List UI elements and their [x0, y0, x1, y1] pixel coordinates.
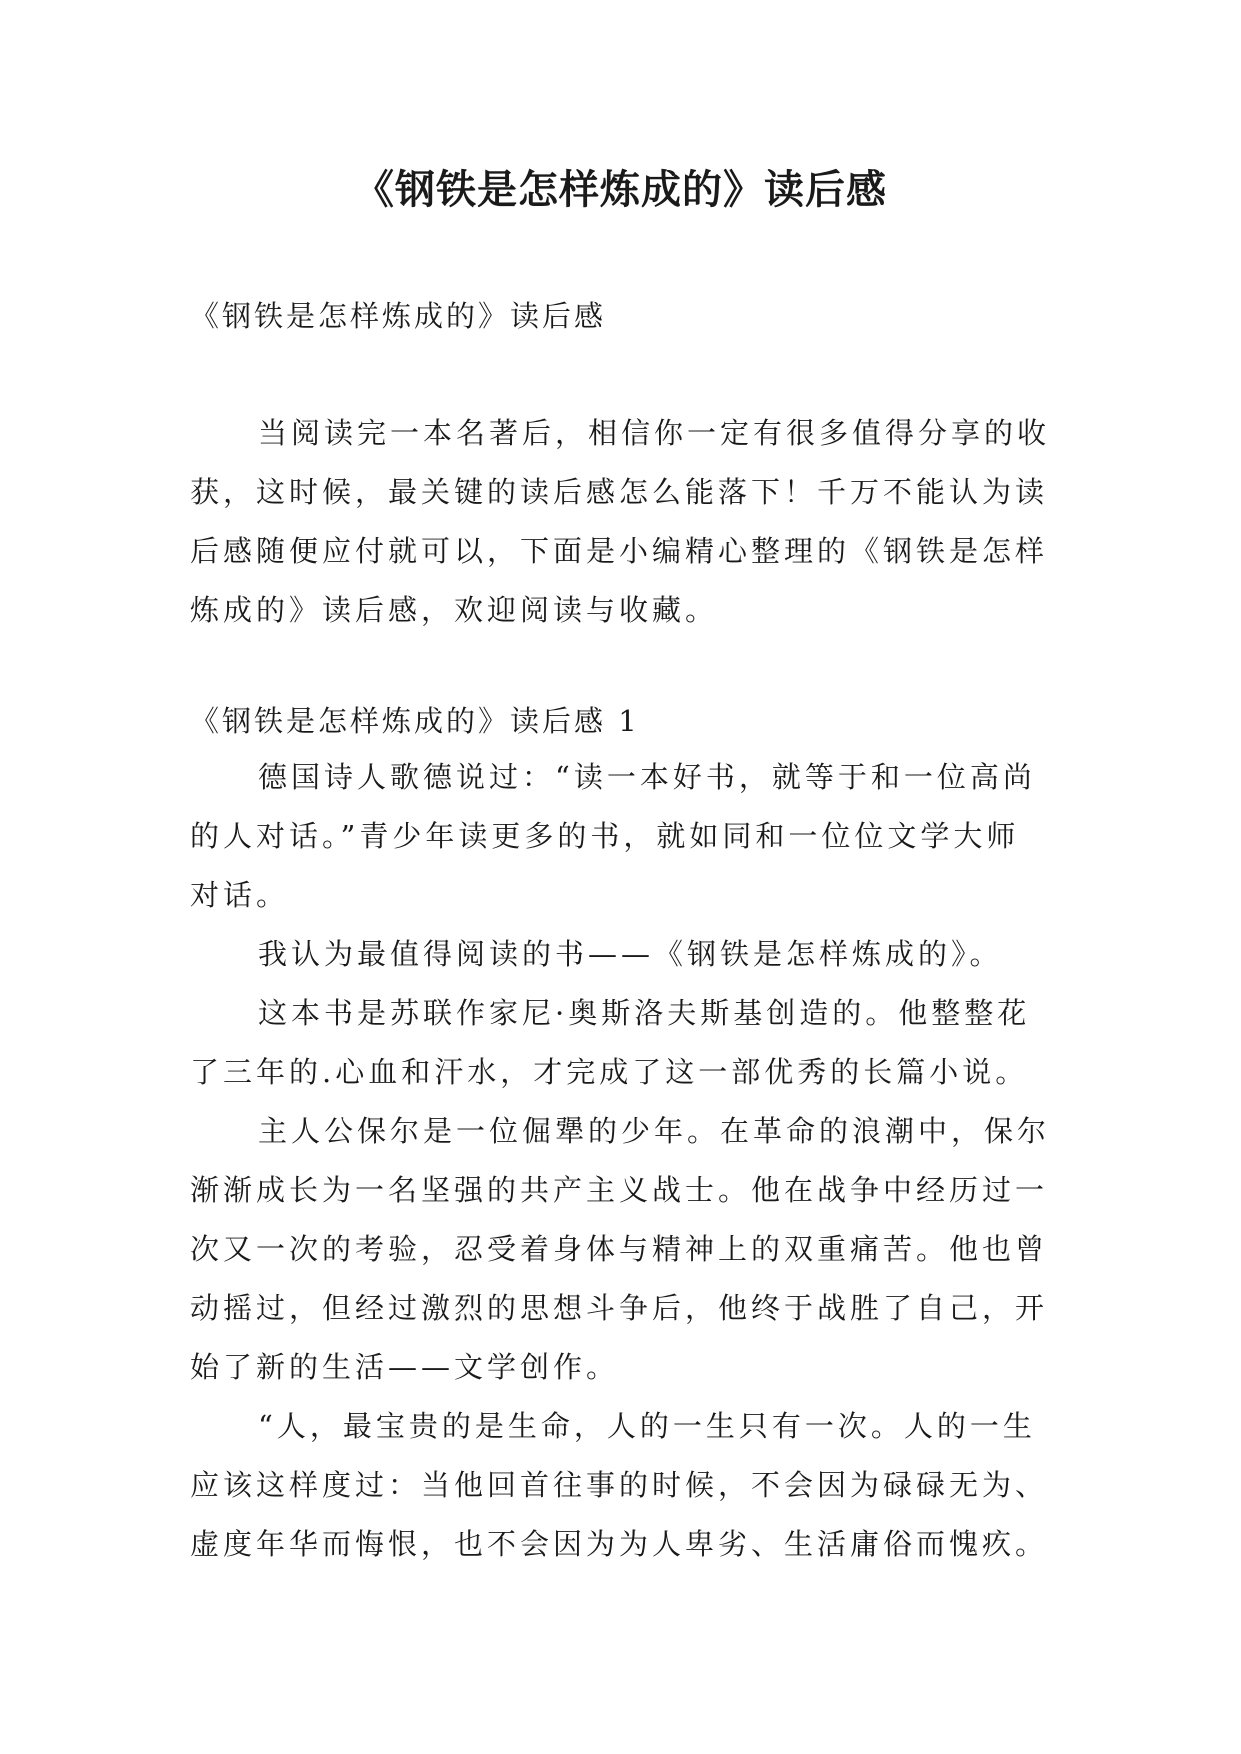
article-paragraph: 主人公保尔是一位倔犟的少年。在革命的浪潮中，保尔渐渐成长为一名坚强的共产主义战士。他在战争中经历过一次又一次的考验，忍受着身体与精神上的双重痛苦。他也曾动摇过，但经过激烈的思想斗争后，他终于战胜了自己，开始了新的生活——文学创作。: [190, 1114, 1051, 1384]
document-subtitle: 《钢铁是怎样炼成的》读后感: [190, 299, 607, 333]
article-paragraph: 德国诗人歌德说过：“读一本好书，就等于和一位高尚的人对话。”青少年读更多的书，就如同和一位位文学大师对话。: [190, 760, 1036, 912]
article-body: [190, 748, 1050, 1574]
article-paragraph: 这本书是苏联作家尼·奥斯洛夫斯基创造的。他整整花了三年的.心血和汗水，才完成了这一部优秀的长篇小说。: [190, 996, 1031, 1089]
article-paragraph: 我认为最值得阅读的书——《钢铁是怎样炼成的》。: [258, 937, 1003, 971]
section-heading: 《钢铁是怎样炼成的》读后感 1: [190, 704, 640, 738]
intro-paragraph: 当阅读完一本名著后，相信你一定有很多值得分享的收获，这时候，最关键的读后感怎么能落下！千万不能认为读后感随便应付就可以，下面是小编精心整理的《钢铁是怎样炼成的》读后感，欢迎阅读与收藏。: [190, 416, 1051, 627]
article-paragraph: “人，最宝贵的是生命，人的一生只有一次。人的一生应该这样度过：当他回首往事的时候，不会因为碌碌无为、虚度年华而悔恨，也不会因为为人卑劣、生活庸俗而愧疚。: [190, 1409, 1049, 1561]
document-title: 《钢铁是怎样炼成的》读后感: [354, 166, 887, 213]
